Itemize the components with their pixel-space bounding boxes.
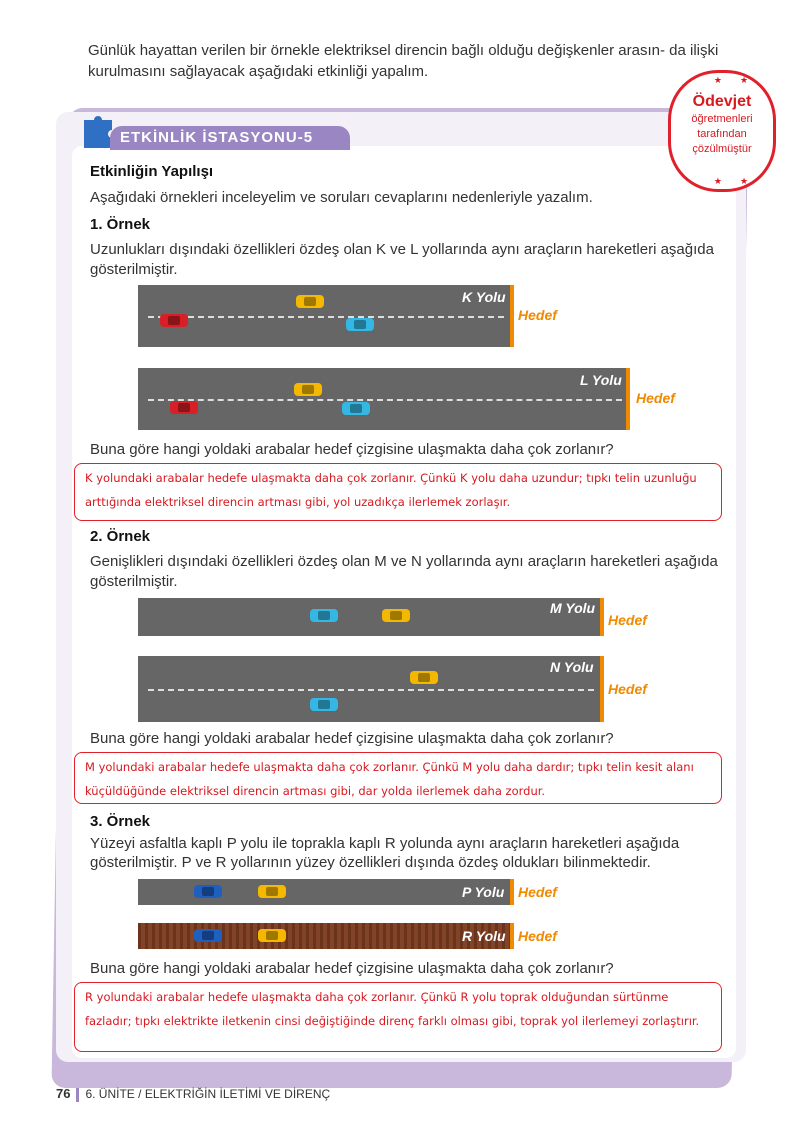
lane-divider (148, 316, 504, 318)
page-number: 76 (56, 1086, 71, 1101)
car (382, 609, 410, 622)
question-text: Buna göre hangi yoldaki arabalar hedef çizgisine ulaşmakta daha çok zorlanır? (90, 730, 614, 747)
car (310, 698, 338, 711)
unit-title: 6. ÜNİTE / ELEKTRİĞİN İLETİMİ VE DİRENÇ (85, 1087, 331, 1101)
answer-box: K yolundaki arabalar hedefe ulaşmakta daha çok zorlanır. Çünkü K yolu daha uzundur; tıpkı telin uzunluğu arttığında elektriksel direncin artması gibi, yol uzadıkça ilerlemek zorlaşır. (74, 463, 722, 521)
footer-divider (76, 1088, 79, 1102)
car (258, 885, 286, 898)
example-desc: Genişlikleri dışındaki özellikleri özdeş olan M ve N yollarında aynı araçların hareketleri aşağıda gösterilmiştir. (90, 553, 718, 590)
page-footer (56, 1086, 330, 1102)
goal-label: Hedef (608, 681, 647, 697)
star-icons: ★★ (713, 176, 767, 186)
finish-line (600, 598, 604, 636)
road-label: P Yolu (462, 884, 505, 900)
car (296, 295, 324, 308)
intro-text: Günlük hayattan verilen bir örnekle elektriksel direncin bağlı olduğu değişkenler arasın- da ilişki kurulmasını sağlayacak aşağıdaki etkinliği yapalım. (88, 42, 719, 80)
car (160, 314, 188, 327)
section-heading: Etkinliğin Yapılışı (90, 163, 214, 180)
finish-line (600, 656, 604, 722)
road-label: N Yolu (550, 659, 594, 675)
stamp-line: çözülmüştür (692, 143, 752, 155)
goal-label: Hedef (518, 884, 557, 900)
car (410, 671, 438, 684)
road-label: K Yolu (462, 289, 506, 305)
example-title: 3. Örnek (90, 813, 151, 830)
goal-label: Hedef (636, 390, 675, 406)
example-title: 2. Örnek (90, 528, 151, 545)
star-icons: ★★ (713, 75, 767, 85)
finish-line (626, 368, 630, 430)
finish-line (510, 285, 514, 347)
goal-label: Hedef (518, 928, 557, 944)
goal-label: Hedef (608, 612, 647, 628)
lane-divider (148, 689, 594, 691)
stamp-line: tarafından (697, 128, 747, 140)
finish-line (510, 923, 514, 949)
road-label: R Yolu (462, 928, 506, 944)
stamp-line: öğretmenleri (691, 113, 753, 125)
instruction-text: Aşağıdaki örnekleri inceleyelim ve soruları cevaplarını nedenleriyle yazalım. (90, 189, 593, 206)
answer-box: M yolundaki arabalar hedefe ulaşmakta daha çok zorlanır. Çünkü M yolu daha dardır; tıpkı telin kesit alanı küçüldüğünde elektriksel direncin artması gibi, dar yolda ilerlemek daha zordur. (74, 752, 722, 804)
finish-line (510, 879, 514, 905)
car (170, 401, 198, 414)
road-label: L Yolu (580, 372, 622, 388)
car (342, 402, 370, 415)
stamp-title: Ödevjet (692, 93, 752, 110)
answer-box: R yolundaki arabalar hedefe ulaşmakta daha çok zorlanır. Çünkü R yolu toprak olduğundan sürtünme fazladır; tıpkı elektrikte iletkenin cinsi değiştiğinde direnç farklı olması gibi, toprak yol ilerlemeyi zorlaştırır. (74, 982, 722, 1052)
example-desc: Yüzeyi asfaltla kaplı P yolu ile toprakla kaplı R yolunda aynı araçların hareketleri aşağıda gösterilmiştir. P ve R yollarının yüzey özellikleri dışında özdeş oldukları bilinmektedir. (90, 835, 680, 871)
car (258, 929, 286, 942)
example-title: 1. Örnek (90, 216, 151, 233)
question-text: Buna göre hangi yoldaki arabalar hedef çizgisine ulaşmakta daha çok zorlanır? (90, 441, 614, 458)
activity-banner: ETKİNLİK İSTASYONU-5 (110, 126, 350, 150)
car (310, 609, 338, 622)
road-m (138, 598, 602, 636)
example-desc: Uzunlukları dışındaki özellikleri özdeş olan K ve L yollarında aynı araçların hareketleri aşağıda gösterilmiştir. (90, 241, 714, 278)
car (294, 383, 322, 396)
goal-label: Hedef (518, 307, 557, 323)
lane-divider (148, 399, 622, 401)
road-label: M Yolu (550, 600, 596, 616)
car (194, 929, 222, 942)
car (346, 318, 374, 331)
odevjet-stamp (668, 70, 776, 192)
question-text: Buna göre hangi yoldaki arabalar hedef çizgisine ulaşmakta daha çok zorlanır? (90, 960, 614, 977)
car (194, 885, 222, 898)
